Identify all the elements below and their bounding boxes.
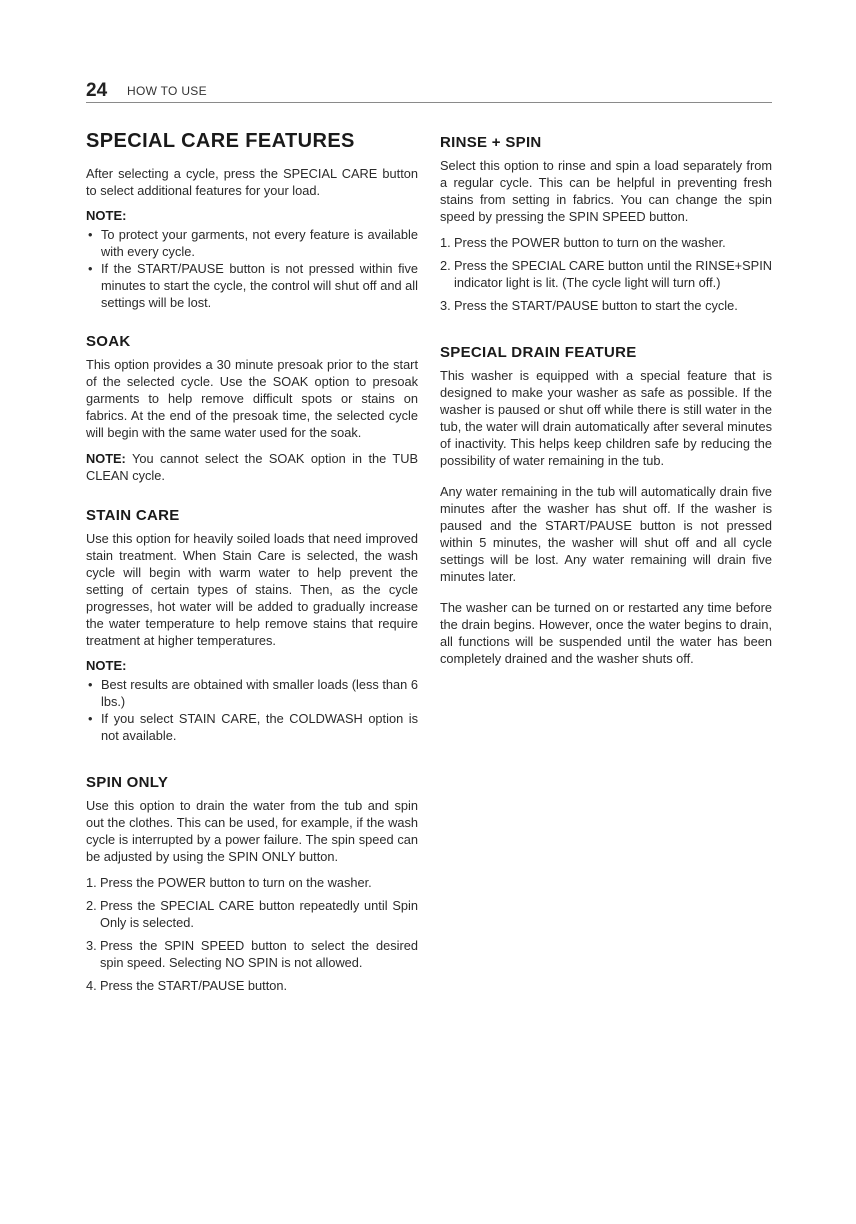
rinse-spin-body: Select this option to rinse and spin a load separately from a regular cycle. This can be helpful in preventing fresh stains from setting in fabrics. You can change the spin speed by pressing the SPIN SPEED button.	[440, 158, 772, 224]
list-item: • If the START/PAUSE button is not pressed within five minutes to start the cycle, the control will shut off and all settings will be lost.	[86, 260, 418, 311]
list-item: 3. Press the SPIN SPEED button to select the desired spin speed. Selecting NO SPIN is not allowed.	[86, 938, 418, 970]
section-label: HOW TO USE	[127, 84, 207, 98]
right-column	[440, 130, 772, 676]
stain-care-section	[86, 507, 418, 744]
page-header	[86, 80, 772, 103]
special-drain-paragraph: This washer is equipped with a special feature that is designed to make your washer as safe as possible. If the washer is paused or shut off while there is still water in the tub, the water will drain automatically after several minutes of inactivity. This helps keep children safe by reducing the possibility of water remaining in the tub.	[440, 368, 772, 468]
stain-care-body: Use this option for heavily soiled loads that need improved stain treatment. When Stain Care is selected, the wash cycle will begin with warm water to help prevent the setting of certain types of stains. Then, as the cycle progresses, hot water will be added to gradually increase the water temperature to help remove stains that require treatment at higher temperatures.	[86, 531, 418, 648]
stain-care-heading: STAIN CARE	[86, 507, 180, 524]
special-care-intro: After selecting a cycle, press the SPECIAL CARE button to select additional features for your load.	[86, 166, 418, 198]
soak-note-text: You cannot select the SOAK option in the TUB CLEAN cycle.	[86, 451, 419, 483]
soak-note	[86, 450, 418, 484]
list-item: • Best results are obtained with smaller loads (less than 6 lbs.)	[86, 676, 418, 710]
spin-only-body: Use this option to drain the water from the tub and spin out the clothes. This can be used, for example, if the wash cycle is interrupted by a power failure. The spin speed can be adjusted by using the SPIN ONLY button.	[86, 798, 418, 864]
list-item: 3. Press the START/PAUSE button to start the cycle.	[440, 298, 738, 313]
special-drain-paragraph: The washer can be turned on or restarted any time before the drain begins. However, once the water begins to drain, all functions will be suspended until the water has been completely drained and the washer shuts off.	[440, 600, 772, 666]
left-column	[86, 130, 418, 1002]
special-care-notes	[86, 226, 418, 311]
soak-heading: SOAK	[86, 333, 131, 350]
spin-only-section	[86, 774, 418, 994]
special-drain-paragraph: Any water remaining in the tub will automatically drain five minutes after the washer has shut off. If the washer is paused and the START/PAUSE button is not pressed within 5 minutes, the washer will shut off and all cycle settings will be lost. Any water remaining will drain five minutes later.	[440, 484, 772, 584]
rinse-spin-section	[440, 134, 772, 314]
list-item: • If you select STAIN CARE, the COLDWASH option is not available.	[86, 710, 418, 744]
special-care-section	[86, 130, 418, 311]
list-item: 1. Press the POWER button to turn on the washer.	[86, 875, 372, 890]
note-label: NOTE:	[86, 208, 127, 223]
note-label: NOTE:	[86, 451, 126, 466]
special-drain-heading: SPECIAL DRAIN FEATURE	[440, 344, 637, 361]
soak-body: This option provides a 30 minute presoak prior to the start of the selected cycle. Use the SOAK option to presoak garments to help remove difficult spots or stains on fabrics. At the end of the presoak time, the selected cycle will begin with the same water used for the soak.	[86, 357, 418, 440]
special-drain-section	[440, 344, 772, 667]
rinse-spin-heading: RINSE + SPIN	[440, 134, 542, 151]
spin-only-steps	[86, 874, 418, 994]
list-item: 2. Press the SPECIAL CARE button repeatedly until Spin Only is selected.	[86, 898, 418, 930]
list-item: 1. Press the POWER button to turn on the washer.	[440, 235, 726, 250]
soak-section	[86, 333, 418, 484]
spin-only-heading: SPIN ONLY	[86, 774, 169, 791]
page-number: 24	[86, 80, 108, 101]
list-item: • To protect your garments, not every feature is available with every cycle.	[86, 226, 418, 260]
list-item: 2. Press the SPECIAL CARE button until the RINSE+SPIN indicator light is lit. (The cycle light will turn off.)	[440, 258, 772, 290]
stain-care-notes	[86, 676, 418, 744]
list-item: 4. Press the START/PAUSE button.	[86, 978, 288, 993]
note-label: NOTE:	[86, 658, 127, 673]
rinse-spin-steps	[440, 234, 772, 314]
page-title: SPECIAL CARE FEATURES	[86, 130, 355, 152]
